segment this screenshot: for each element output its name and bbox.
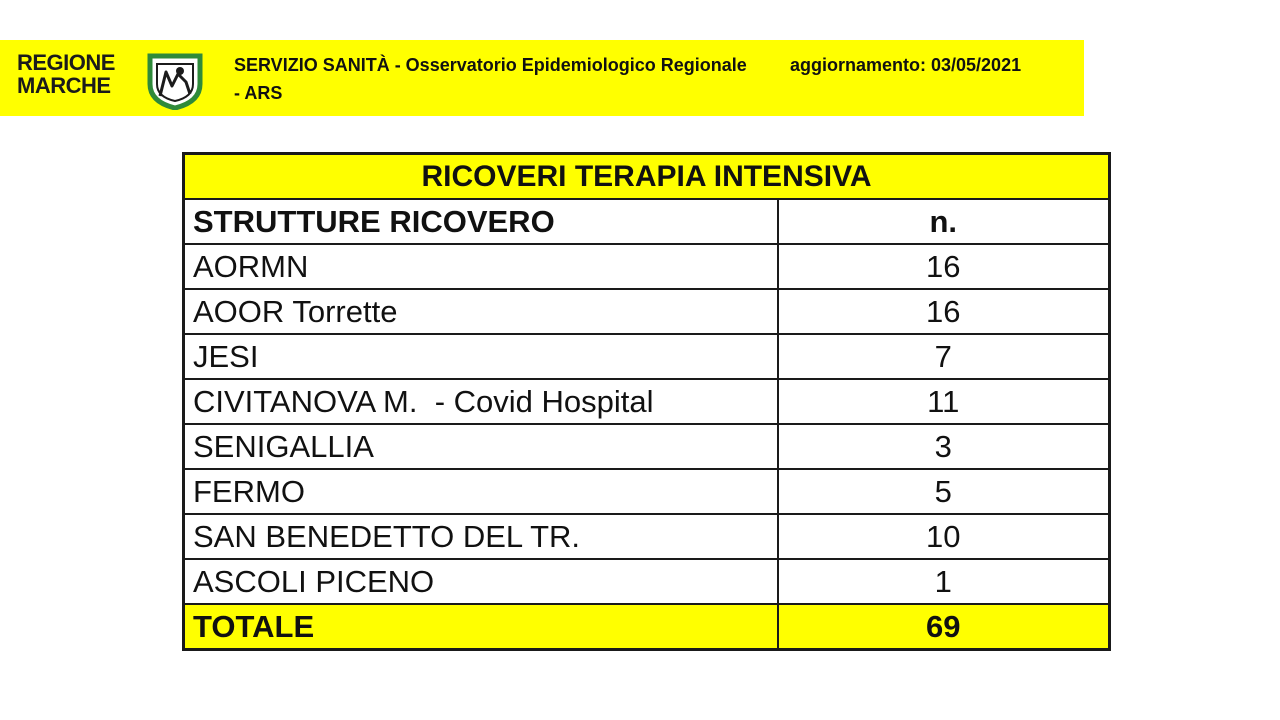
regione-marche-emblem-icon (146, 52, 204, 110)
table-row (184, 514, 1110, 559)
region-logo-text (17, 51, 115, 97)
admission-count: 1 (778, 559, 1110, 604)
structure-name: ASCOLI PICENO (184, 559, 778, 604)
total-value: 69 (778, 604, 1110, 650)
table-row (184, 559, 1110, 604)
admission-count: 7 (778, 334, 1110, 379)
title-row (184, 154, 1110, 200)
structure-name: JESI (184, 334, 778, 379)
table-row (184, 244, 1110, 289)
structure-name: SAN BENEDETTO DEL TR. (184, 514, 778, 559)
icu-admissions-table (182, 152, 1111, 651)
admission-count: 16 (778, 244, 1110, 289)
admission-count: 11 (778, 379, 1110, 424)
admission-count: 16 (778, 289, 1110, 334)
organization-name: SERVIZIO SANITÀ - Osservatorio Epidemiologico Regionale - ARS (234, 55, 747, 103)
column-header-structures: STRUTTURE RICOVERO (184, 199, 778, 244)
admission-count: 5 (778, 469, 1110, 514)
table-title: RICOVERI TERAPIA INTENSIVA (184, 154, 1110, 200)
structure-name: CIVITANOVA M. - Covid Hospital (184, 379, 778, 424)
table-row (184, 379, 1110, 424)
header-banner (0, 40, 1084, 116)
table-row (184, 289, 1110, 334)
update-date: aggiornamento: 03/05/2021 (790, 55, 1022, 75)
structure-name: AOOR Torrette (184, 289, 778, 334)
structure-name: FERMO (184, 469, 778, 514)
column-header-count: n. (778, 199, 1110, 244)
admission-count: 3 (778, 424, 1110, 469)
total-row (184, 604, 1110, 650)
table-row (184, 334, 1110, 379)
structure-name: AORMN (184, 244, 778, 289)
logo-line-1: REGIONE (17, 50, 115, 75)
structure-name: SENIGALLIA (184, 424, 778, 469)
total-label: TOTALE (184, 604, 778, 650)
logo-line-2: MARCHE (17, 73, 111, 98)
admission-count: 10 (778, 514, 1110, 559)
header-row (184, 199, 1110, 244)
table-row (184, 469, 1110, 514)
table-row (184, 424, 1110, 469)
